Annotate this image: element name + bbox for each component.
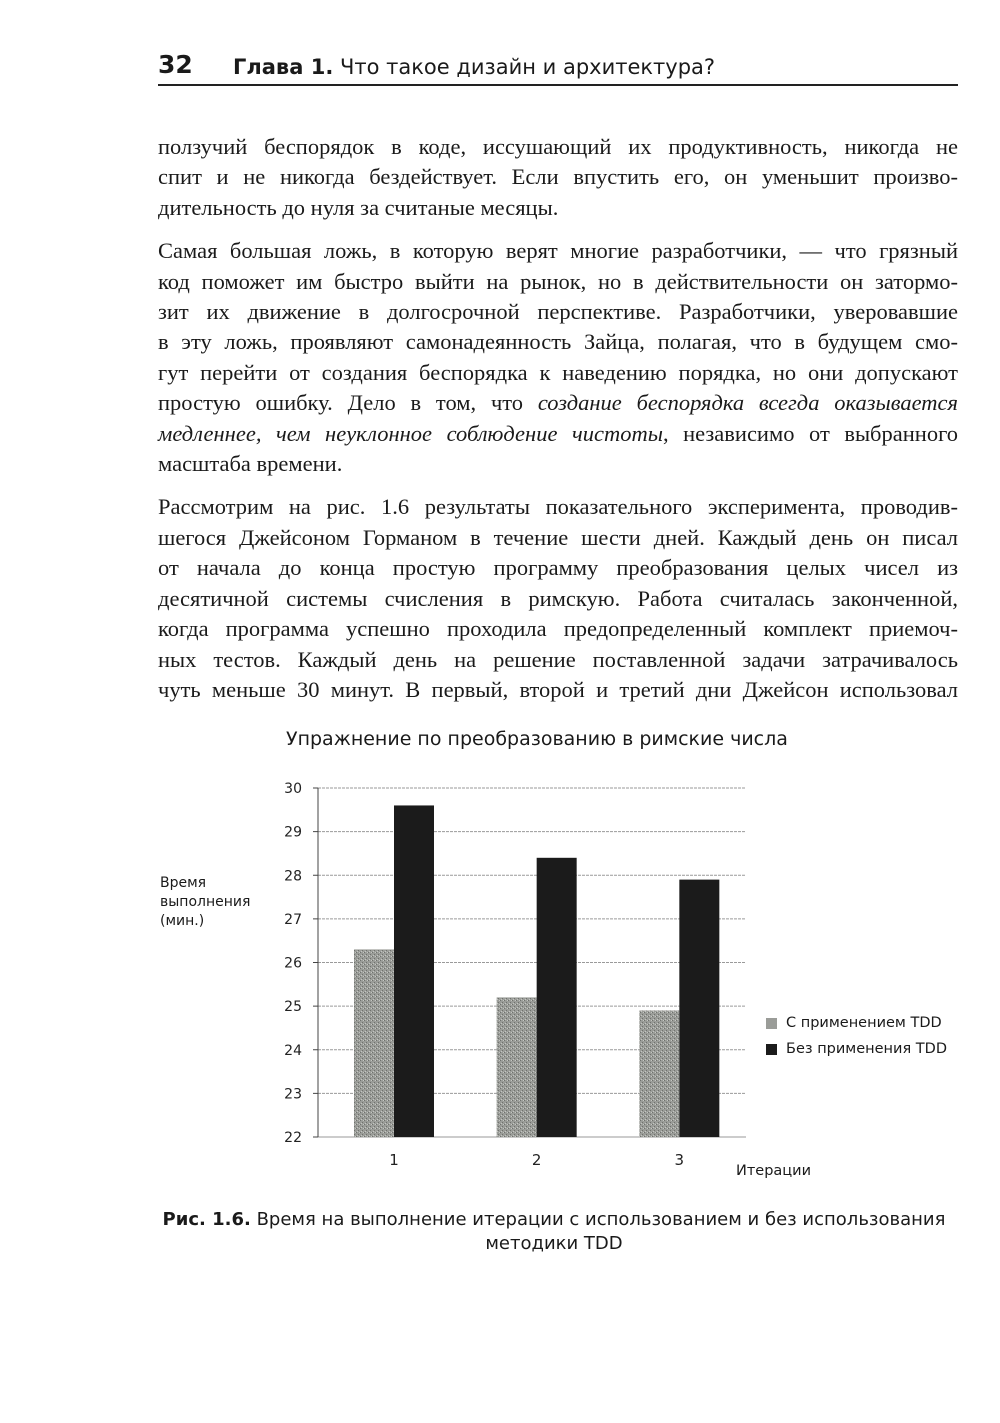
legend-swatch-tdd (766, 1018, 777, 1029)
text-line: масштаба времени. (158, 451, 343, 477)
y-tick-label: 26 (284, 955, 302, 972)
y-axis-label-line: выполнения (160, 894, 251, 910)
y-tick-label: 30 (284, 781, 302, 797)
bar-without-tdd (679, 880, 719, 1137)
text-line: спит и не никогда бездействует. Если впустить его, он уменьшит произво- (158, 164, 958, 190)
text-line: шегося Джейсоном Горманом в течение шести дней. Каждый день он писал (158, 524, 958, 550)
legend-item (766, 1010, 947, 1036)
caption-text: методики TDD (485, 1233, 623, 1254)
text-line: зит их движение в долгосрочной перспективе. Разработчики, уверовавшие (158, 299, 958, 325)
legend-label: Без применения TDD (786, 1041, 947, 1057)
legend-item (766, 1036, 947, 1062)
chart-legend (766, 1010, 947, 1062)
bar-without-tdd (394, 805, 434, 1137)
text-line: ползучий беспорядок в коде, иссушающий их продуктивность, никогда не (158, 134, 958, 159)
x-axis-label: Итерации (736, 1163, 812, 1179)
x-tick-label: 1 (389, 1151, 399, 1169)
x-tick-label: 2 (531, 1151, 542, 1169)
text-line: в эту ложь, проявляют самонадеянность Зайца, полагая, что в будущем смо- (158, 329, 958, 355)
y-tick-label: 28 (284, 868, 302, 885)
y-tick-label: 29 (284, 824, 302, 841)
y-axis-label-line: (мин.) (160, 913, 205, 929)
text-plain: простую ошибку. Дело в том, что (158, 390, 538, 416)
emphasis-text: медленнее, чем неуклонное соблюдение чистоты (158, 420, 663, 446)
text-line: ных тестов. Каждый день на решение поставленной задачи затрачивалось (158, 646, 958, 672)
bar-with-tdd (354, 949, 394, 1137)
text-line: чуть меньше 30 минут. В первый, второй и третий дни Джейсон использовал (158, 676, 958, 702)
y-tick-label: 23 (284, 1086, 302, 1103)
text-line: гут перейти от создания беспорядка к наведению порядка, но они допускают (158, 359, 958, 385)
y-tick-label: 24 (284, 1042, 302, 1059)
text-line: Самая большая ложь, в которую верят многие разработчики, — что грязный (158, 238, 958, 264)
y-axis-label-line: Время (160, 875, 207, 891)
text-line: когда программа успешно проходила предопределенный комплект приемоч- (158, 616, 958, 642)
y-tick-label: 25 (284, 999, 302, 1016)
x-tick-label: 3 (674, 1151, 685, 1169)
text-line: дительность до нуля за считаные месяцы. (158, 194, 559, 220)
caption-text: Время на выполнение итерации с использованием и без использования (256, 1209, 946, 1230)
y-tick-label: 22 (284, 1130, 302, 1146)
bar-with-tdd (639, 1010, 679, 1137)
figure-caption (160, 1208, 948, 1256)
legend-label: С применением TDD (786, 1015, 942, 1031)
y-tick-label: 27 (284, 911, 302, 928)
bar-with-tdd (497, 997, 537, 1137)
bar-without-tdd (537, 858, 577, 1137)
chapter-name: Что такое дизайн и архитектура? (339, 55, 716, 79)
emphasis-text: создание беспорядка всегда оказывается (537, 390, 958, 416)
chapter-prefix: Глава 1. (233, 55, 334, 79)
text-plain: , независимо от выбранного (662, 420, 958, 446)
text-line: от начала до конца простую программу преобразования целых чисел из (158, 555, 958, 581)
text-line: десятичной системы счисления в римскую. Работа считалась законченной, (158, 585, 958, 611)
chart-title: Упражнение по преобразованию в римские числа (286, 728, 788, 750)
figure-label: Рис. 1.6. (162, 1209, 251, 1230)
text-line: код поможет им быстро выйти на рынок, но в действительности он затормо- (158, 268, 958, 294)
text-line: Рассмотрим на рис. 1.6 результаты показательного эксперимента, проводив- (158, 494, 958, 520)
page-number: 32 (158, 50, 193, 79)
legend-swatch-no-tdd (766, 1044, 777, 1055)
